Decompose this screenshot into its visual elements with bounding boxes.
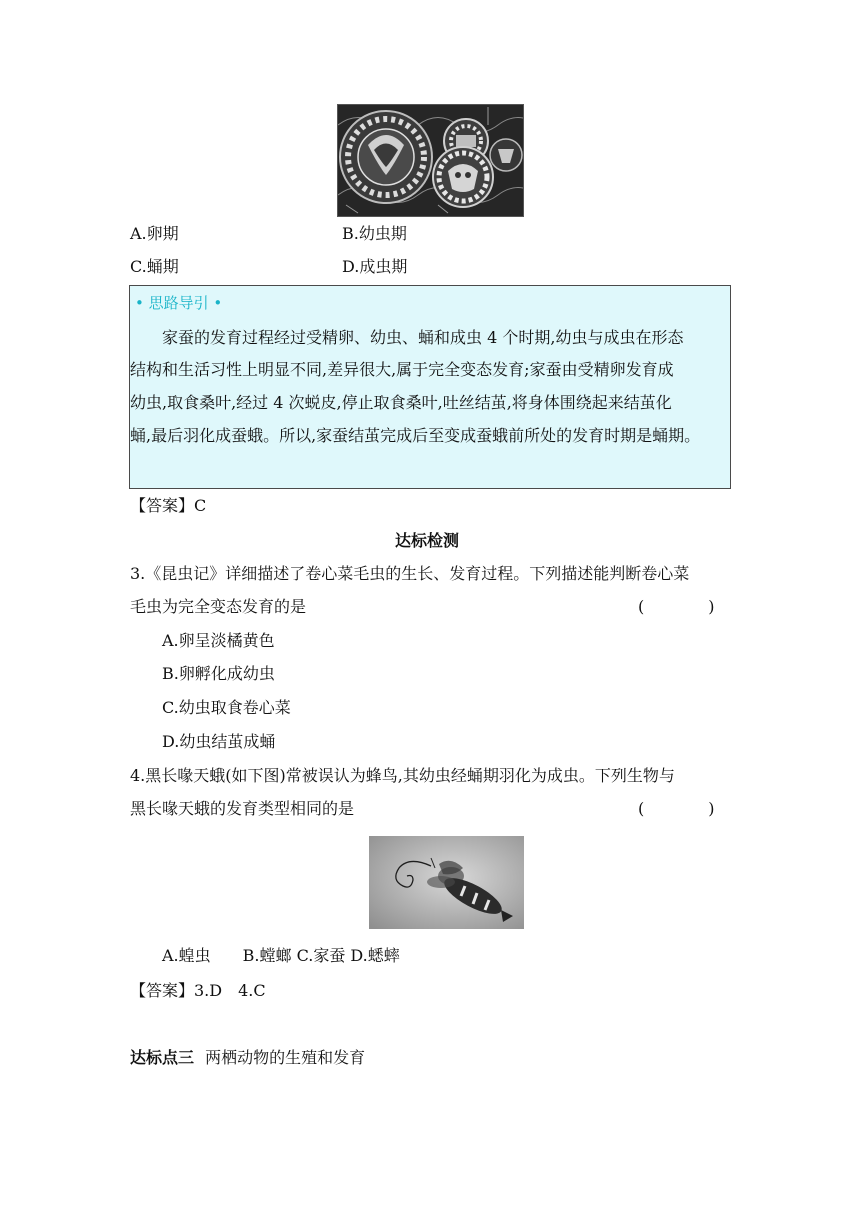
- q3-option-a: A.卵呈淡橘黄色: [162, 631, 275, 650]
- q2-option-c: C.蛹期: [130, 257, 179, 276]
- q3-option-d: D.幼虫结茧成蛹: [162, 732, 276, 751]
- question-3-text: 毛虫为完全变态发育的是: [130, 597, 307, 616]
- silk-pattern-graphic: [338, 105, 523, 216]
- answer-bracket: ( ): [638, 799, 715, 818]
- reasoning-guide-title: • 思路导引 •: [135, 294, 223, 312]
- question-4-text: 黑长喙天蛾的发育类型相同的是: [130, 799, 355, 818]
- question-4-text: 4.黑长喙天蛾(如下图)常被误认为蜂鸟,其幼虫经蛹期羽化为成虫。下列生物与: [130, 766, 675, 785]
- reasoning-guide-line: 幼虫,取食桑叶,经过 4 次蜕皮,停止取食桑叶,吐丝结茧,将身体围绕起来结茧化: [130, 393, 672, 412]
- reasoning-guide-line: 蛹,最后羽化成蚕蛾。所以,家蚕结茧完成后至变成蚕蛾前所处的发育时期是蛹期。: [130, 426, 701, 445]
- hawk-moth-photo: [369, 836, 524, 929]
- q3-option-c: C.幼虫取食卷心菜: [162, 698, 291, 717]
- silk-pattern-image: [337, 104, 524, 217]
- point-3-label: 达标点三: [130, 1048, 195, 1067]
- point-3-title: 两栖动物的生殖和发育: [205, 1048, 366, 1067]
- q2-option-b: B.幼虫期: [342, 224, 407, 243]
- answer-label: 【答案】3.D 4.C: [130, 981, 266, 1000]
- reasoning-guide-line: 结构和生活习性上明显不同,差异很大,属于完全变态发育;家蚕由受精卵发育成: [130, 360, 674, 379]
- q4-options: A.蝗虫 B.螳螂 C.家蚕 D.蟋蟀: [162, 946, 400, 965]
- q2-option-a: A.卵期: [130, 224, 179, 243]
- q2-option-d: D.成虫期: [342, 257, 408, 276]
- q3-option-b: B.卵孵化成幼虫: [162, 664, 275, 683]
- answer-bracket: ( ): [638, 597, 715, 616]
- reasoning-guide-line: 家蚕的发育过程经过受精卵、幼虫、蛹和成虫 4 个时期,幼虫与成虫在形态: [162, 328, 684, 347]
- question-3-text: 3.《昆虫记》详细描述了卷心菜毛虫的生长、发育过程。下列描述能判断卷心菜: [130, 564, 690, 583]
- section-heading: 达标检测: [395, 531, 460, 550]
- reasoning-guide-box: [129, 285, 731, 489]
- point-3-heading: [130, 1047, 365, 1069]
- answer-label: 【答案】C: [130, 496, 207, 515]
- hawk-moth-graphic: [369, 836, 524, 929]
